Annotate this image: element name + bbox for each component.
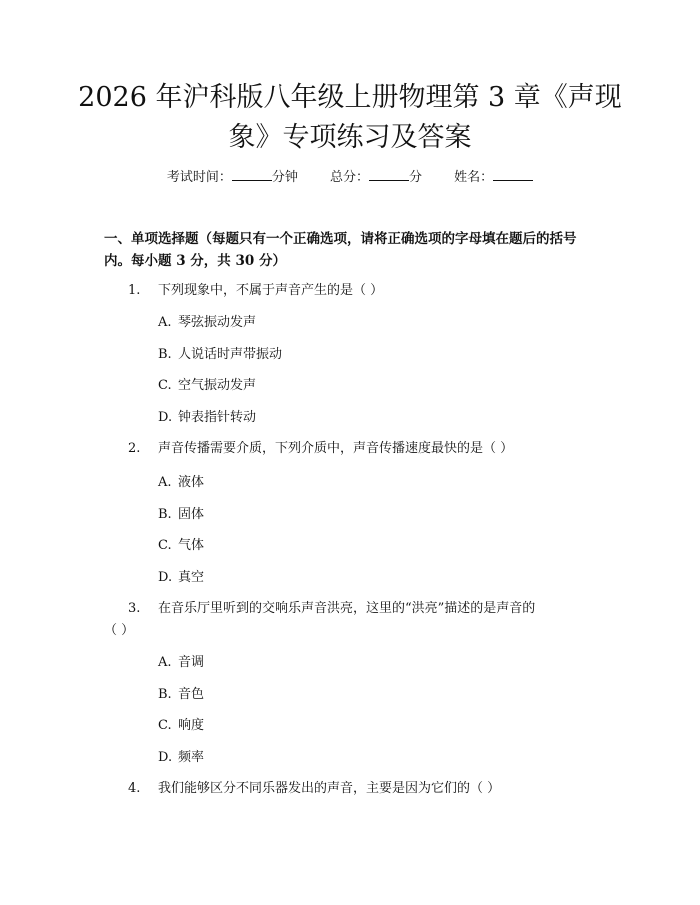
option-letter: D. <box>158 750 173 765</box>
total-score-field <box>330 168 422 188</box>
option-text: 音调 <box>178 655 205 670</box>
title-line-1: 2026 年沪科版八年级上册物理第 3 章《声现 <box>78 82 622 113</box>
option-text: 液体 <box>178 475 205 490</box>
question-3-continuation <box>104 620 574 642</box>
option-3d[interactable] <box>158 748 204 768</box>
section-heading-line-1: 一、单项选择题（每题只有一个正确选项，请将正确选项的字母填在题后的括号 <box>104 231 577 247</box>
exam-time-blank[interactable] <box>232 168 272 181</box>
question-1 <box>128 280 598 302</box>
question-text-cont: （ ） <box>104 623 135 638</box>
option-letter: D. <box>158 570 173 585</box>
option-3a[interactable] <box>158 653 204 673</box>
option-text: 气体 <box>178 538 205 553</box>
question-number: 4. <box>128 781 141 796</box>
total-score-unit: 分 <box>409 170 423 185</box>
option-1d[interactable] <box>158 408 256 428</box>
option-3b[interactable] <box>158 685 204 705</box>
option-letter: D. <box>158 410 173 425</box>
option-text: 人说话时声带振动 <box>178 347 283 362</box>
option-letter: B. <box>158 687 172 702</box>
section-heading-line-2: 内。每小题 3 分，共 30 分） <box>104 253 286 269</box>
option-2b[interactable] <box>158 505 204 525</box>
question-text: 在音乐厅里听到的交响乐声音洪亮，这里的“洪亮”描述的是声音的 <box>158 601 536 616</box>
question-text: 下列现象中，不属于声音产生的是（ ） <box>158 283 384 298</box>
student-name-field <box>454 168 533 188</box>
option-text: 频率 <box>178 750 205 765</box>
option-1c[interactable] <box>158 376 256 396</box>
option-text: 空气振动发声 <box>178 378 257 393</box>
option-letter: A. <box>158 315 172 330</box>
question-2 <box>128 438 598 460</box>
option-3c[interactable] <box>158 716 204 736</box>
option-2a[interactable] <box>158 473 204 493</box>
question-3 <box>128 598 598 620</box>
option-text: 音色 <box>178 687 205 702</box>
student-name-blank[interactable] <box>493 168 533 181</box>
option-letter: A. <box>158 475 172 490</box>
option-2d[interactable] <box>158 568 204 588</box>
exam-time-unit: 分钟 <box>271 170 298 185</box>
total-score-blank[interactable] <box>369 168 409 181</box>
question-text: 我们能够区分不同乐器发出的声音，主要是因为它们的（ ） <box>158 781 501 796</box>
section-heading <box>104 228 604 272</box>
exam-time-label: 考试时间： <box>166 170 232 185</box>
question-number: 1. <box>128 283 141 298</box>
option-1b[interactable] <box>158 345 282 365</box>
option-text: 响度 <box>178 718 205 733</box>
option-letter: C. <box>158 378 172 393</box>
exam-meta <box>0 168 700 188</box>
question-number: 3. <box>128 601 141 616</box>
option-2c[interactable] <box>158 536 204 556</box>
student-name-label: 姓名： <box>454 170 494 185</box>
total-score-label: 总分： <box>329 170 369 185</box>
option-letter: B. <box>158 507 172 522</box>
option-letter: A. <box>158 655 172 670</box>
exam-time-field <box>167 168 298 188</box>
option-text: 钟表指针转动 <box>178 410 257 425</box>
option-letter: B. <box>158 347 172 362</box>
option-letter: C. <box>158 538 172 553</box>
page-title <box>60 78 640 158</box>
option-1a[interactable] <box>158 313 256 333</box>
question-number: 2. <box>128 441 141 456</box>
question-text: 声音传播需要介质，下列介质中，声音传播速度最快的是（ ） <box>158 441 514 456</box>
option-letter: C. <box>158 718 172 733</box>
option-text: 真空 <box>178 570 205 585</box>
title-line-2: 象》专项练习及答案 <box>228 122 472 153</box>
option-text: 固体 <box>178 507 205 522</box>
question-4 <box>128 778 598 800</box>
option-text: 琴弦振动发声 <box>178 315 257 330</box>
